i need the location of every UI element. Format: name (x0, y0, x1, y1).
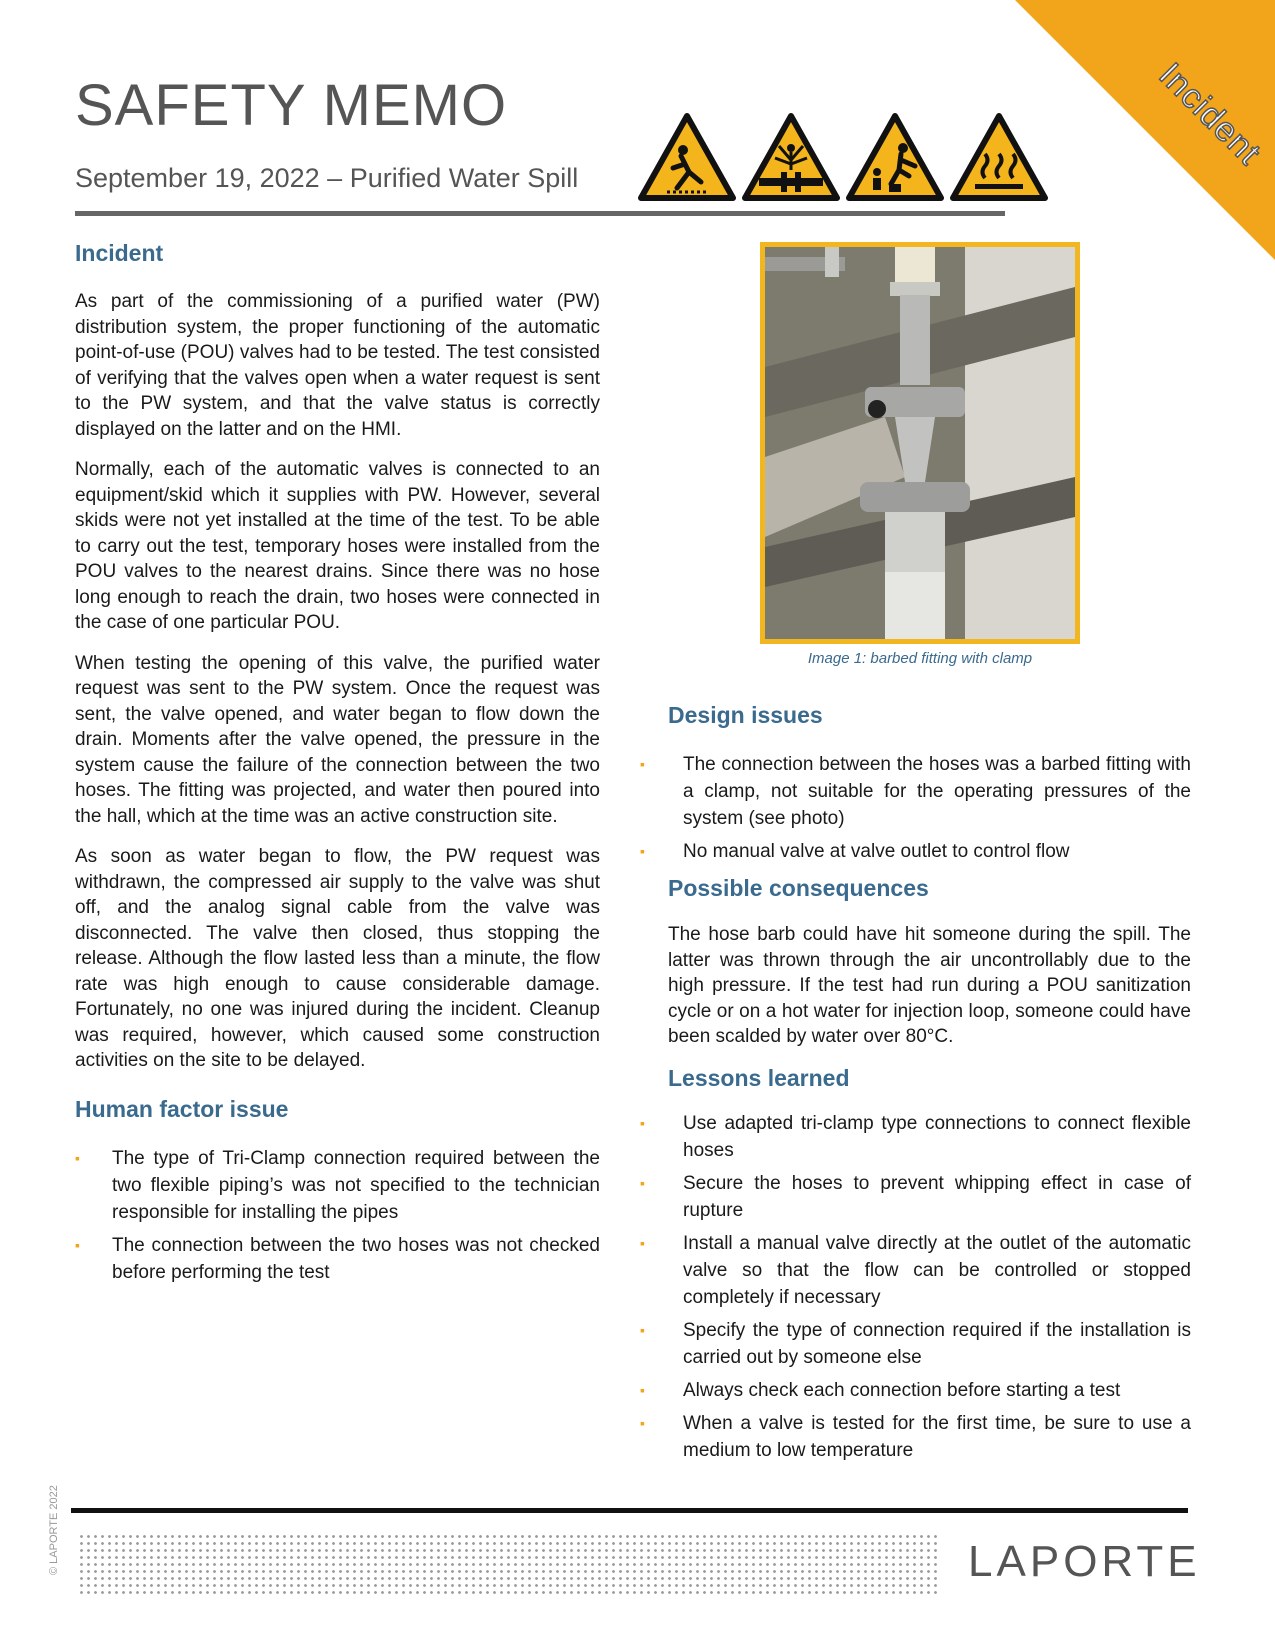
construction-worker-hazard-icon (845, 112, 945, 202)
logo-letter: L (968, 1537, 997, 1586)
slip-hazard-icon (637, 112, 737, 202)
pipe-burst-hazard-icon (741, 112, 841, 202)
logo-accent-letter: A (996, 1537, 1030, 1586)
list-item-text: The connection between the two hoses was not checked before performing the test (112, 1234, 600, 1283)
incident-paragraph: When testing the opening of this valve, the purified water request was sent to the PW system. Once the request was sent, the valve opened, and water began to flow down the drain. Moments after the valve opened, the pressure in the system cause the failure of the connection between the two hoses. The fitting was projected, and water then poured into the hall, which at the time was an active construction site. (75, 652, 600, 827)
bullet-icon: ▪ (640, 1174, 645, 1191)
bullet-icon: ▪ (640, 1234, 645, 1251)
list-item (640, 1377, 1191, 1404)
list-item (640, 1317, 1191, 1371)
bullet-icon: ▪ (640, 1114, 645, 1131)
footer-dot-pattern (78, 1533, 938, 1595)
title-divider (75, 211, 1005, 216)
logo-letters: PORTE (1029, 1537, 1201, 1586)
design-issues-heading: Design issues (668, 702, 823, 728)
incident-paragraph: As part of the commissioning of a purified water (PW) distribution system, the proper functioning of the automatic point-of-use (POU) valves had to be tested. The test consisted of verifying that the valves open when a water request is sent to the PW system, and that the valve status is correctly displayed on the latter and on the HMI. (75, 291, 600, 440)
footer-divider (71, 1508, 1188, 1513)
bullet-icon: ▪ (75, 1149, 80, 1166)
incident-paragraph: Normally, each of the automatic valves is connected to an equipment/skid which it supplies with PW. However, several skids were not yet installed at the time of the test. To be able to carry out the test, temporary hoses were installed from the POU valves to the nearest drains. Since there was no hose long enough to reach the drain, two hoses were connected in the case of one particular POU. (75, 459, 600, 633)
list-item (75, 1145, 600, 1226)
right-column (640, 702, 1191, 1470)
consequences-text: The hose barb could have hit someone during the spill. The latter was thrown through the air uncontrollably due to the high pressure. If the test had run during a POU sanitization cycle or on a hot water for injection loop, someone could have been scalded by water over 80°C. (668, 924, 1191, 1047)
list-item (640, 1410, 1191, 1464)
list-item (640, 1230, 1191, 1311)
list-item-text: When a valve is tested for the first time, be sure to use a medium to low temperature (683, 1412, 1191, 1461)
barbed-fitting-photo (760, 242, 1080, 644)
list-item-text: No manual valve at valve outlet to control flow (683, 841, 1070, 862)
incident-heading: Incident (75, 240, 164, 266)
bullet-icon: ▪ (640, 843, 645, 859)
list-item-text: Use adapted tri-clamp type connections to connect flexible hoses (683, 1112, 1191, 1161)
consequences-heading: Possible consequences (668, 875, 929, 901)
bullet-icon: ▪ (640, 1414, 645, 1431)
human-factor-heading: Human factor issue (75, 1095, 289, 1122)
list-item-text: Install a manual valve directly at the outlet of the automatic valve so that the flow can be controlled or stopped completely if necessary (683, 1232, 1191, 1308)
list-item-text: Specify the type of connection required if the installation is carried out by someone else (683, 1319, 1191, 1368)
design-issues-list (640, 751, 1191, 865)
laporte-logo (968, 1537, 1201, 1587)
copyright-notice: © LAPORTE 2022 (48, 1485, 60, 1575)
bullet-icon: ▪ (75, 1236, 80, 1253)
bullet-icon: ▪ (640, 756, 645, 772)
list-item (640, 1110, 1191, 1164)
list-item (75, 1232, 600, 1286)
list-item-text: The type of Tri-Clamp connection required between the two flexible piping’s was not specified to the technician responsible for installing the pipes (112, 1147, 600, 1223)
bullet-icon: ▪ (640, 1381, 645, 1398)
page-subtitle: September 19, 2022 – Purified Water Spill (75, 163, 579, 193)
lessons-heading: Lessons learned (668, 1064, 850, 1091)
photo-illustration (765, 247, 1075, 639)
hot-surface-hazard-icon (949, 112, 1049, 202)
page-title: SAFETY MEMO (75, 73, 508, 138)
bullet-icon: ▪ (640, 1321, 645, 1338)
lessons-list (640, 1110, 1191, 1464)
photo-caption: Image 1: barbed fitting with clamp (807, 650, 1033, 667)
list-item-text: Secure the hoses to prevent whipping effect in case of rupture (683, 1172, 1191, 1221)
list-item (640, 1170, 1191, 1224)
list-item-text: Always check each connection before starting a test (683, 1379, 1121, 1401)
incident-badge-label: Incident (1151, 55, 1269, 173)
list-item (640, 838, 1191, 865)
left-column (75, 240, 600, 1292)
hazard-icons (637, 112, 1049, 202)
list-item-text: The connection between the hoses was a barbed fitting with a clamp, not suitable for the operating pressures of the system (see photo) (683, 754, 1191, 829)
incident-paragraph: As soon as water began to flow, the PW request was withdrawn, the compressed air supply to the valve was shut off, and the analog signal cable from the valve was disconnected. The valve then closed, thus stopping the release. Although the flow lasted less than a minute, the flow rate was high enough to cause considerable damage. Fortunately, no one was injured during the incident. Cleanup was required, however, which caused some construction activities on the site to be delayed. (75, 846, 600, 1071)
list-item (640, 751, 1191, 832)
human-factor-list (75, 1145, 600, 1286)
